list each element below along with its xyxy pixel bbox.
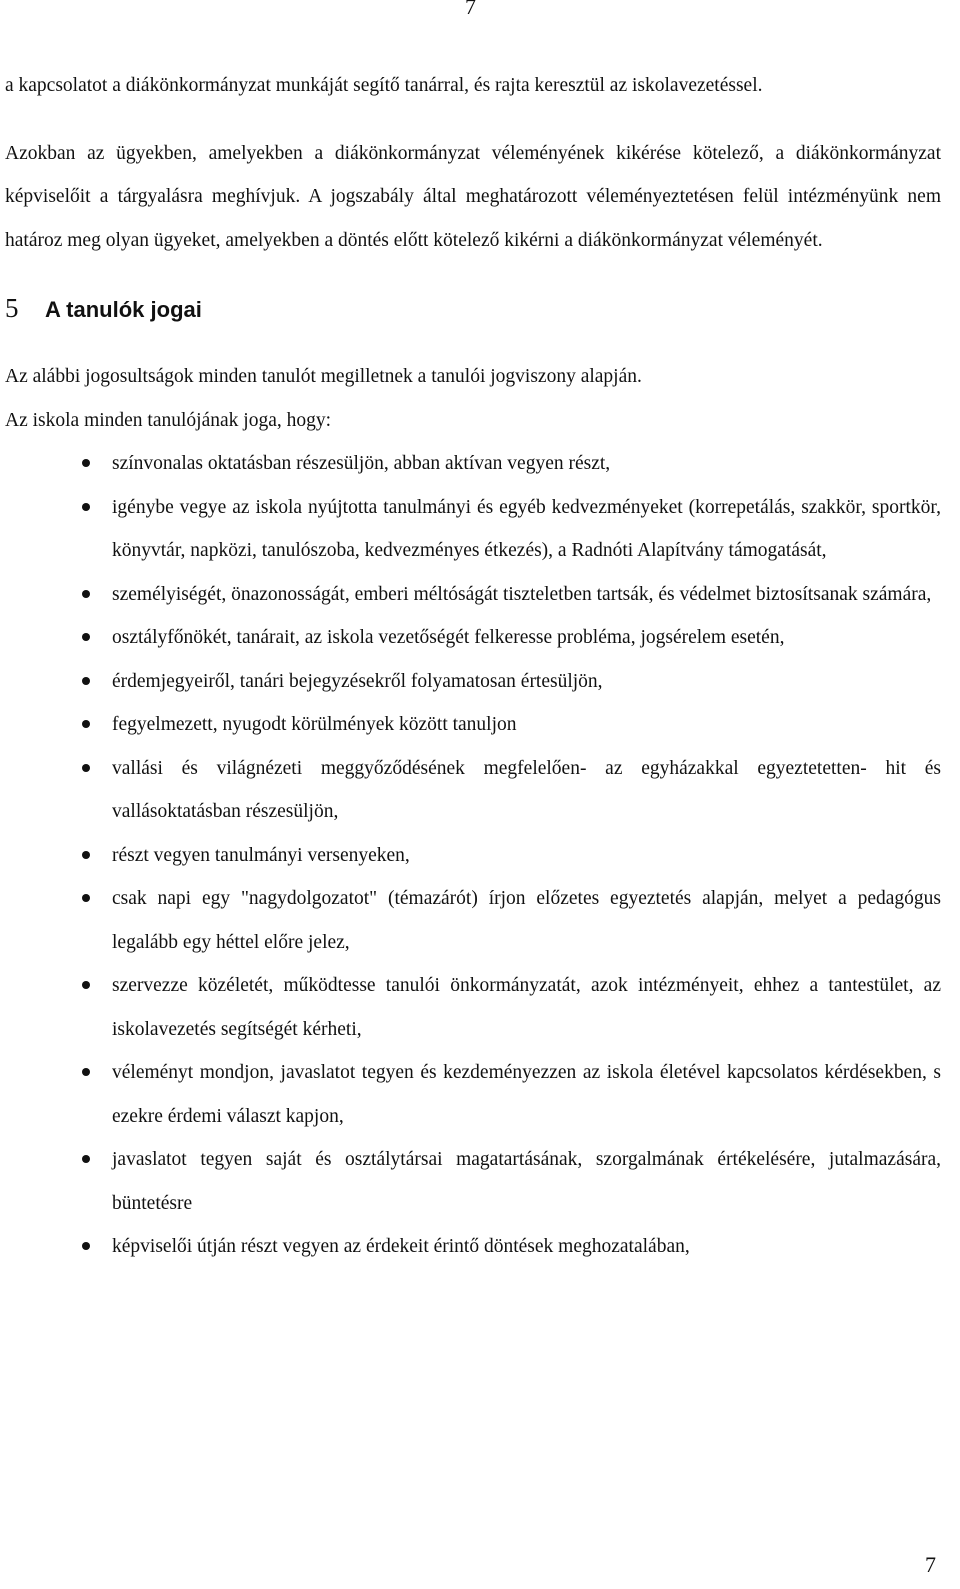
page-number-bottom: 7 xyxy=(925,1552,936,1577)
list-item-text: személyiségét, önazonosságát, emberi méltóságát tiszteletben tartsák, és védelmet biztosítsanak számára, xyxy=(112,583,932,605)
list-item-text: vallási és világnézeti meggyőződésének megfelelően- az egyházakkal egyeztetetten- hit és vallásoktatásban részesüljön, xyxy=(112,757,941,822)
bullet-icon xyxy=(82,1242,90,1250)
list-item xyxy=(5,877,941,964)
list-item xyxy=(5,834,941,878)
bullet-icon xyxy=(82,981,90,989)
bullet-icon xyxy=(82,720,90,728)
intro-line: Az iskola minden tanulójának joga, hogy: xyxy=(5,409,332,431)
document-body xyxy=(5,64,941,1269)
section-heading xyxy=(5,286,941,330)
list-item xyxy=(5,1138,941,1225)
intro-line: Az alábbi jogosultságok minden tanulót megilletnek a tanulói jogviszony alapján. xyxy=(5,366,642,387)
bullet-icon xyxy=(82,894,90,902)
section-title: A tanulók jogai xyxy=(45,297,202,322)
list-item-text: osztályfőnökét, tanárait, az iskola vezetőségét felkeresse probléma, jogsérelem esetén, xyxy=(112,627,785,648)
list-item-text: igénybe vegye az iskola nyújtotta tanulmányi és egyéb kedvezményeket (korrepetálás, szakkör, sportkör, könyvtár, napközi, tanulószoba, kedvezményes étkezés), a Radnóti Alapítvány támogatását, xyxy=(112,496,941,561)
list-item-text: érdemjegyeiről, tanári bejegyzésekről folyamatosan értesüljön, xyxy=(112,670,603,692)
bullet-icon xyxy=(82,590,90,598)
list-item xyxy=(5,616,941,660)
page-number-top: 7 xyxy=(465,0,476,19)
list-item xyxy=(5,1225,941,1269)
list-item xyxy=(5,703,941,747)
bullet-icon xyxy=(82,851,90,859)
bullet-icon xyxy=(82,1155,90,1163)
list-item-text: csak napi egy "nagydolgozatot" (témazárót) írjon előzetes egyeztetés alapján, melyet a pedagógus legalább egy héttel előre jelez, xyxy=(112,888,941,953)
bullet-icon xyxy=(82,1068,90,1076)
bullet-icon xyxy=(82,459,90,467)
list-item-text: véleményt mondjon, javaslatot tegyen és kezdeményezzen az iskola életével kapcsolatos kérdésekben, s ezekre érdemi választ kapjon, xyxy=(112,1062,941,1127)
list-item-text: részt vegyen tanulmányi versenyeken, xyxy=(112,844,410,866)
list-item-text: javaslatot tegyen saját és osztálytársai magatartásának, szorgalmának értékelésére, jutalmazására, büntetésre xyxy=(112,1149,941,1214)
list-item xyxy=(5,573,941,617)
bullet-icon xyxy=(82,633,90,641)
section-number: 5 xyxy=(5,293,19,323)
list-item-text: színvonalas oktatásban részesüljön, abban aktívan vegyen részt, xyxy=(112,453,611,474)
paragraph: a kapcsolatot a diákönkormányzat munkáját segítő tanárral, és rajta keresztül az iskolavezetéssel. xyxy=(5,75,763,96)
list-item-text: képviselői útján részt vegyen az érdekeit érintő döntések meghozatalában, xyxy=(112,1236,690,1257)
bullet-icon xyxy=(82,764,90,772)
list-item xyxy=(5,1051,941,1138)
bullet-icon xyxy=(82,677,90,685)
rights-list xyxy=(5,442,941,1269)
paragraph: Azokban az ügyekben, amelyekben a diákönkormányzat véleményének kikérése kötelező, a diákönkormányzat képviselőit a tárgyalásra meghívjuk. A jogszabály által meghatározott véleményeztetésen felül intézményünk nem határoz meg olyan ügyeket, amelyekben a döntés előtt kötelező kikérni a diákönkormányzat véleményét. xyxy=(5,142,941,251)
list-item xyxy=(5,964,941,1051)
list-item xyxy=(5,747,941,834)
list-item xyxy=(5,660,941,704)
list-item-text: szervezze közéletét, működtesse tanulói önkormányzatát, azok intézményeit, ehhez a tantestület, az iskolavezetés segítségét kérheti, xyxy=(112,975,941,1040)
list-item xyxy=(5,442,941,486)
bullet-icon xyxy=(82,503,90,511)
list-item-text: fegyelmezett, nyugodt körülmények között tanuljon xyxy=(112,714,517,735)
list-item xyxy=(5,486,941,573)
